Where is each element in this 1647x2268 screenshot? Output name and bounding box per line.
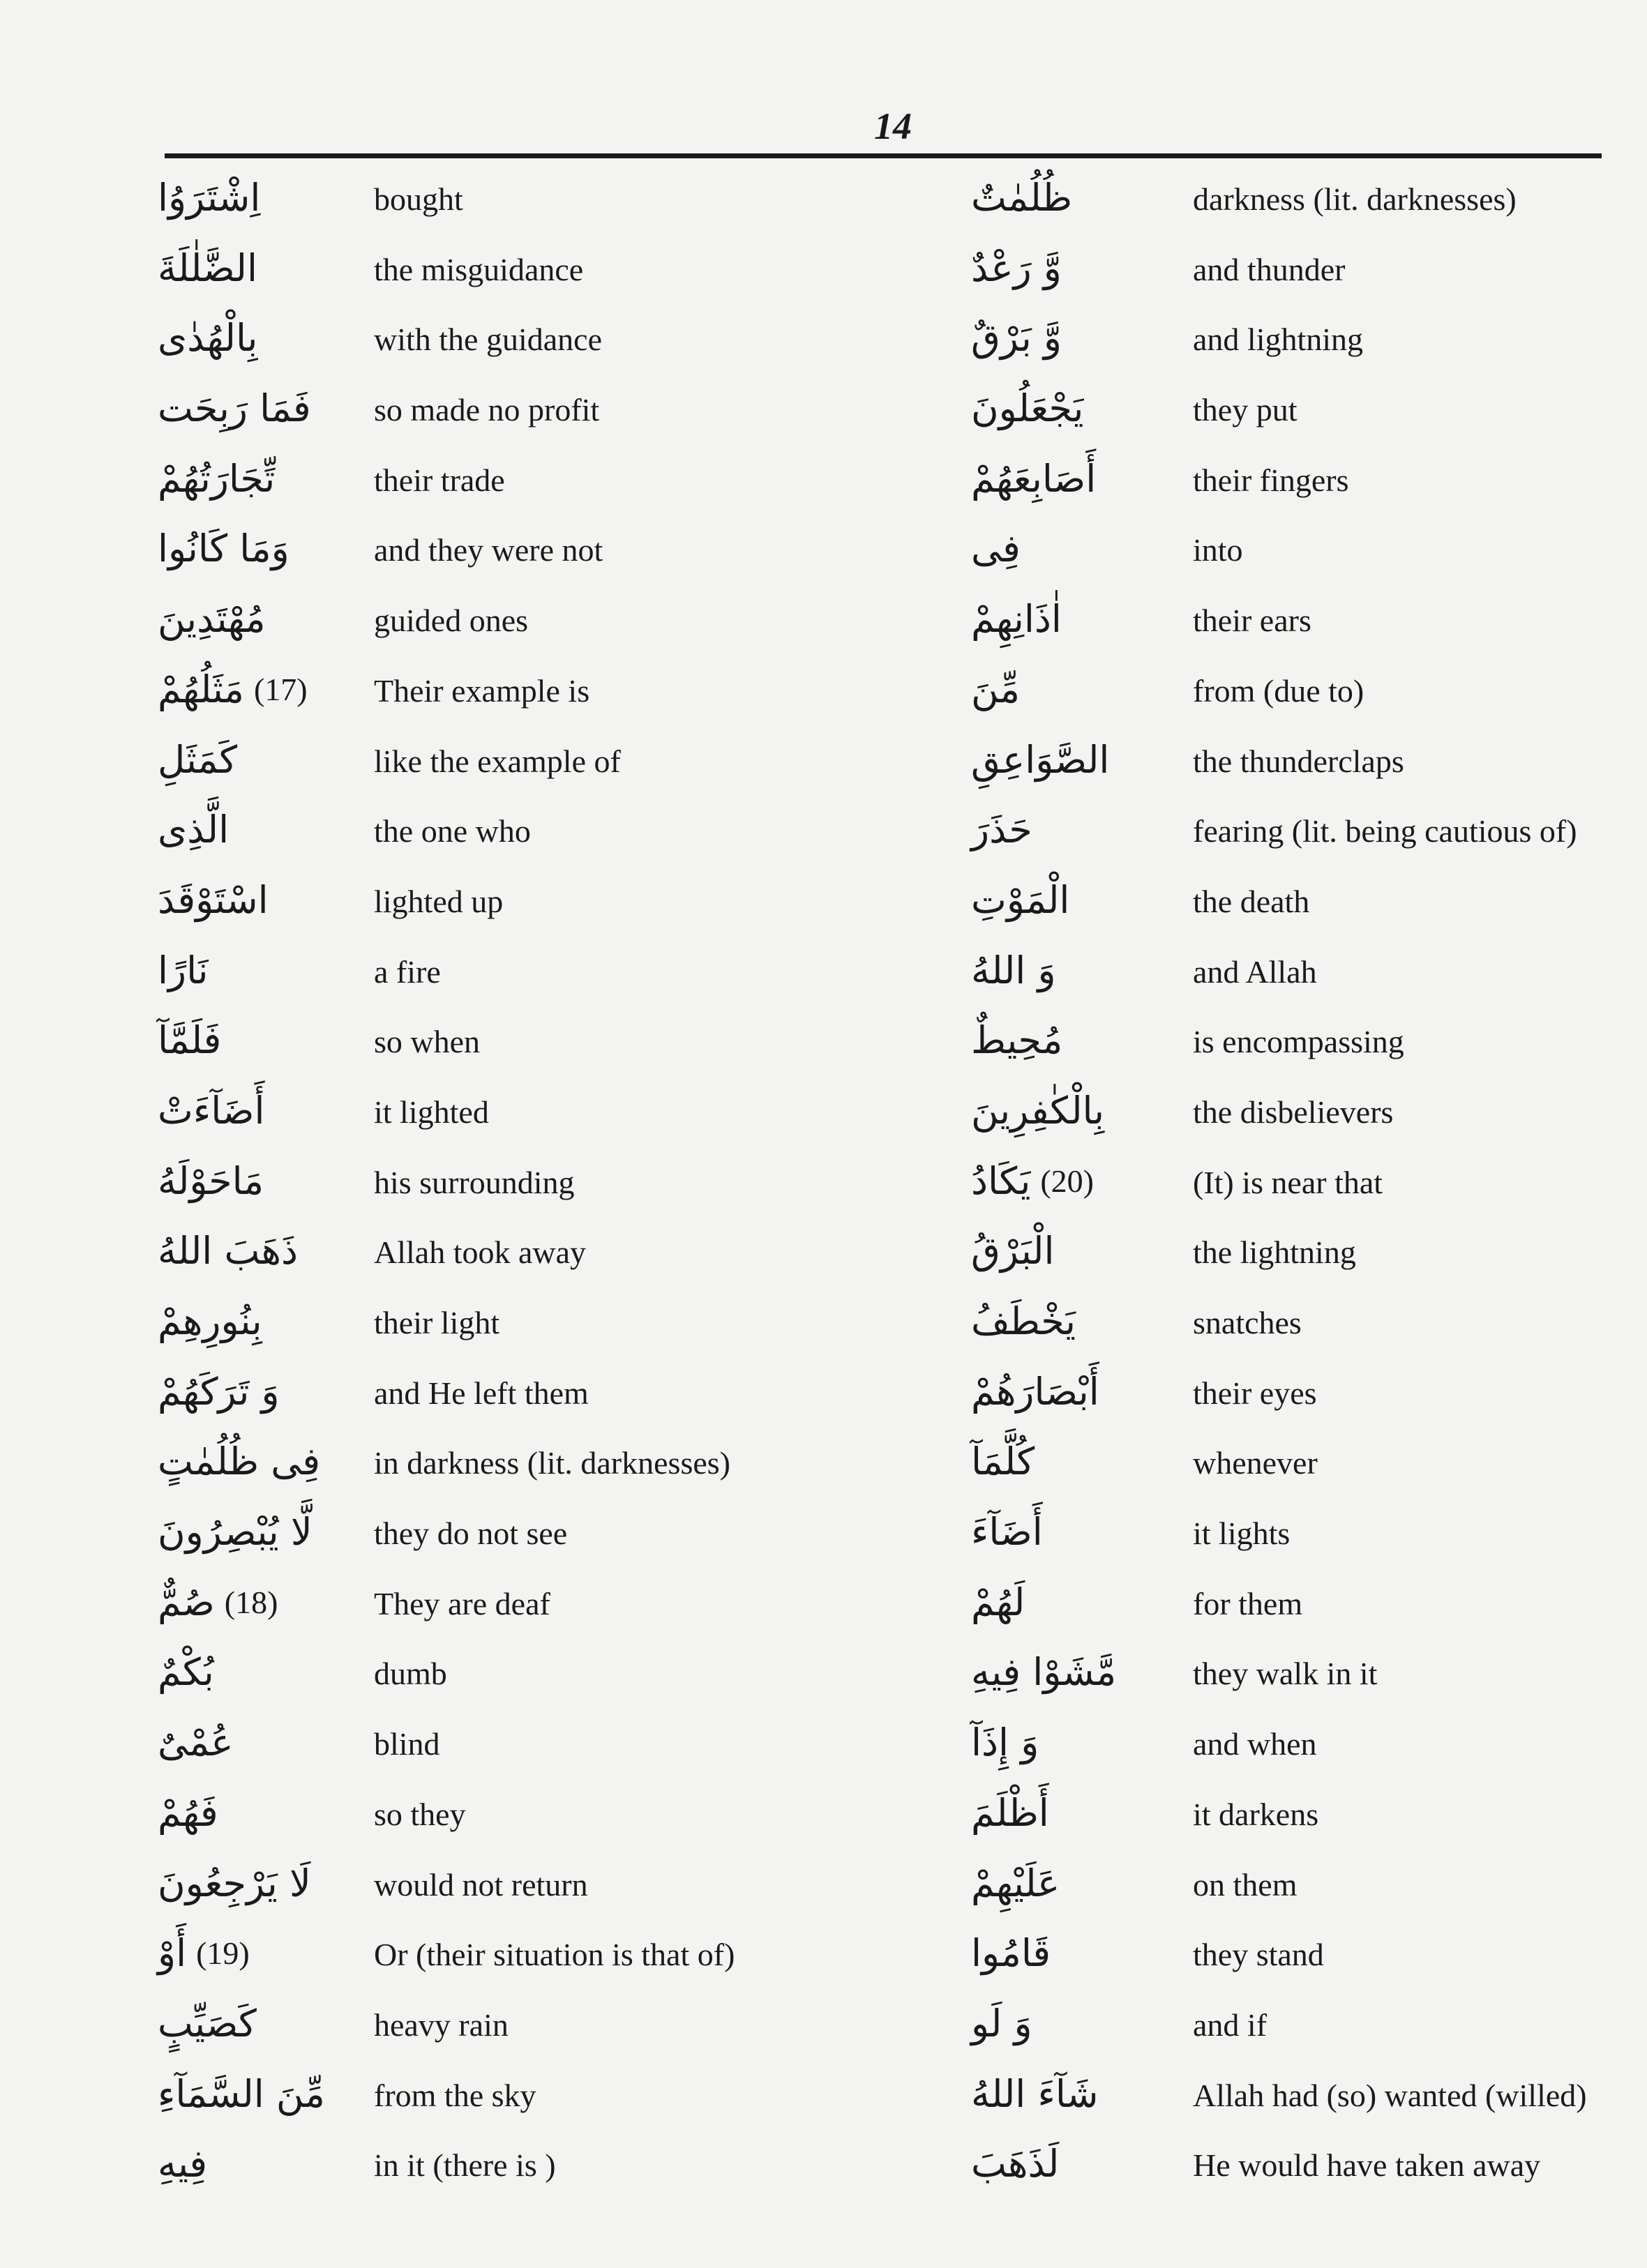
english-meaning: they put — [1193, 392, 1298, 428]
arabic-term: يَخْطَفُ — [971, 1299, 1076, 1343]
english-meaning: in darkness (lit. darknesses) — [374, 1445, 730, 1481]
arabic-term-cell — [971, 2069, 1180, 2119]
arabic-term-cell — [971, 384, 1180, 434]
vocab-row — [158, 375, 820, 446]
vocab-row — [158, 796, 820, 867]
arabic-term: أَضَآءَ — [971, 1510, 1043, 1555]
arabic-term: قَامُوا — [971, 1931, 1051, 1976]
arabic-term: لَذَهَبَ — [971, 2142, 1060, 2186]
arabic-term-cell — [158, 1578, 367, 1628]
arabic-term: وَ اللهُ — [971, 948, 1056, 992]
arabic-term: ذَهَبَ اللهُ — [158, 1229, 298, 1273]
arabic-term-cell — [158, 313, 367, 363]
english-meaning: their ears — [1193, 603, 1311, 639]
arabic-term-cell — [158, 1086, 367, 1136]
english-meaning: it lights — [1193, 1515, 1291, 1552]
vocab-row — [971, 586, 1641, 656]
arabic-term: بِالْكٰفِرِينَ — [971, 1088, 1105, 1133]
arabic-term: فِى ظُلُمٰتٍ — [158, 1439, 321, 1484]
vocab-row — [971, 1850, 1641, 1921]
english-meaning: his surrounding — [374, 1164, 575, 1200]
vocab-row — [971, 1359, 1641, 1429]
arabic-term-cell — [158, 805, 367, 855]
english-meaning: their trade — [374, 462, 505, 498]
english-meaning: the death — [1193, 883, 1310, 919]
arabic-term-cell — [158, 524, 367, 574]
arabic-term: فَلَمَّآ — [158, 1018, 222, 1063]
english-meaning: whenever — [1193, 1445, 1318, 1481]
arabic-term-cell — [158, 2069, 367, 2119]
arabic-term-cell — [158, 875, 367, 925]
arabic-term-cell — [971, 1788, 1180, 1838]
arabic-term-cell — [971, 946, 1180, 996]
english-meaning: the one who — [374, 813, 531, 849]
arabic-term: عُمْىٌ — [158, 1721, 234, 1765]
arabic-term: مَّشَوْا فِيهِ — [971, 1650, 1117, 1695]
vocab-row — [971, 1920, 1641, 1990]
arabic-term: أَظْلَمَ — [971, 1790, 1049, 1835]
arabic-term-cell — [971, 1647, 1180, 1698]
arabic-term-cell — [971, 1437, 1180, 1487]
arabic-term-cell — [158, 1296, 367, 1347]
vocab-row — [158, 1288, 820, 1359]
english-meaning: bought — [374, 181, 463, 217]
english-meaning: from (due to) — [1193, 672, 1364, 709]
english-meaning: a fire — [374, 953, 441, 990]
arabic-term-cell — [158, 243, 367, 294]
arabic-term-cell — [158, 946, 367, 996]
vocab-row — [971, 937, 1641, 1008]
vocab-row — [158, 305, 820, 375]
vocab-row — [971, 1218, 1641, 1288]
arabic-term: تِّجَارَتُهُمْ — [158, 456, 276, 501]
english-meaning: darkness (lit. darknesses) — [1193, 181, 1517, 217]
english-meaning: for them — [1193, 1585, 1303, 1621]
vocab-row — [158, 1639, 820, 1709]
arabic-term-cell — [971, 524, 1180, 574]
arabic-term-cell — [158, 2139, 367, 2189]
english-meaning: in it (there is ) — [374, 2147, 556, 2184]
arabic-term: نَارًا — [158, 948, 209, 992]
english-meaning: so they — [374, 1796, 466, 1832]
arabic-term-cell — [971, 243, 1180, 294]
verse-number: (20) — [1040, 1163, 1094, 1199]
arabic-term: فِيهِ — [158, 2142, 208, 2186]
arabic-term-cell — [158, 594, 367, 644]
english-meaning: their light — [374, 1305, 500, 1340]
vocab-row — [158, 235, 820, 305]
arabic-term: بِنُورِهِمْ — [158, 1299, 262, 1343]
arabic-term-cell — [971, 1718, 1180, 1768]
english-meaning: would not return — [374, 1866, 588, 1903]
arabic-term: وَ لَو — [971, 2001, 1032, 2046]
vocab-row — [971, 1078, 1641, 1148]
vocab-row — [971, 446, 1641, 516]
arabic-term: كَصَيِّبٍ — [158, 2001, 257, 2046]
header-rule — [165, 153, 1602, 158]
english-meaning: and if — [1193, 2006, 1268, 2043]
arabic-term: لَهُمْ — [971, 1580, 1025, 1624]
left-vocabulary-column — [158, 165, 820, 2201]
arabic-term-cell — [971, 875, 1180, 925]
arabic-term-cell — [971, 1226, 1180, 1276]
arabic-term-cell — [158, 173, 367, 223]
english-meaning: and they were not — [374, 532, 603, 568]
arabic-term-cell — [158, 1859, 367, 1909]
verse-number: (19) — [196, 1935, 250, 1972]
english-meaning: it lighted — [374, 1094, 489, 1130]
english-meaning: and lightning — [1193, 322, 1364, 358]
english-meaning: They are deaf — [374, 1585, 550, 1621]
arabic-term: كَمَثَلِ — [158, 737, 238, 782]
arabic-term: صُمٌّ — [158, 1580, 215, 1624]
vocab-row — [158, 1499, 820, 1569]
arabic-term: فِى — [971, 527, 1021, 571]
arabic-term: وَّ رَعْدٌ — [971, 245, 1062, 290]
vocab-row — [971, 867, 1641, 937]
arabic-term: مَاحَوْلَهُ — [158, 1158, 264, 1203]
english-meaning: fearing (lit. being cautious of) — [1193, 813, 1577, 849]
english-meaning: is encompassing — [1193, 1024, 1404, 1060]
arabic-term-cell — [158, 1156, 367, 1207]
english-meaning: they stand — [1193, 1937, 1324, 1973]
english-meaning: the misguidance — [374, 251, 584, 287]
arabic-term-cell — [158, 1647, 367, 1698]
arabic-term-cell — [971, 594, 1180, 644]
vocab-row — [158, 1359, 820, 1429]
arabic-term: لَا يَرْجِعُونَ — [158, 1861, 311, 1905]
arabic-term: يَجْعَلُونَ — [971, 386, 1084, 431]
arabic-term-cell — [158, 1437, 367, 1487]
english-meaning: it darkens — [1193, 1796, 1319, 1832]
english-meaning: Or (their situation is that of) — [374, 1937, 735, 1973]
arabic-term-cell — [971, 454, 1180, 504]
english-meaning: like the example of — [374, 743, 621, 779]
arabic-term-cell — [971, 1296, 1180, 1347]
english-meaning: Their example is — [374, 672, 590, 709]
vocab-row — [158, 727, 820, 797]
vocab-row — [158, 1569, 820, 1640]
verse-number: (18) — [224, 1584, 278, 1620]
vocab-row — [971, 2131, 1641, 2201]
arabic-term-cell — [971, 1578, 1180, 1628]
english-meaning: and He left them — [374, 1375, 589, 1411]
arabic-term: الَّذِى — [158, 808, 230, 852]
english-meaning: guided ones — [374, 603, 529, 639]
english-meaning: so made no profit — [374, 392, 600, 428]
arabic-term-cell — [971, 735, 1180, 785]
english-meaning: the lightning — [1193, 1234, 1356, 1271]
arabic-term: ظُلُمٰتٌ — [971, 176, 1073, 220]
arabic-term-cell — [158, 1015, 367, 1066]
vocab-row — [971, 515, 1641, 586]
english-meaning: dumb — [374, 1656, 447, 1692]
arabic-term-cell — [971, 2139, 1180, 2189]
verse-number: (17) — [253, 671, 308, 707]
vocab-row — [971, 375, 1641, 446]
english-meaning: with the guidance — [374, 322, 603, 358]
vocab-row — [971, 305, 1641, 375]
arabic-term-cell — [158, 1788, 367, 1838]
vocab-row — [971, 1990, 1641, 2061]
vocab-row — [158, 1218, 820, 1288]
arabic-term-cell — [971, 1859, 1180, 1909]
arabic-term-cell — [158, 1226, 367, 1276]
english-meaning: blind — [374, 1726, 440, 1762]
arabic-term-cell — [971, 173, 1180, 223]
english-meaning: snatches — [1193, 1305, 1302, 1340]
english-meaning: their fingers — [1193, 462, 1349, 498]
vocab-row — [971, 727, 1641, 797]
arabic-term: بِالْهُدٰى — [158, 316, 258, 361]
arabic-term: الْبَرْقُ — [971, 1229, 1055, 1273]
arabic-term-cell — [158, 1367, 367, 1417]
vocab-row — [158, 165, 820, 235]
english-meaning: they do not see — [374, 1515, 568, 1552]
vocab-row — [158, 1990, 820, 2061]
arabic-term: اِشْتَرَوُا — [158, 176, 261, 220]
arabic-term: وَّ بَرْقٌ — [971, 316, 1062, 361]
arabic-term-cell — [971, 805, 1180, 855]
vocab-row — [158, 1780, 820, 1850]
vocab-row — [971, 1639, 1641, 1709]
arabic-term-cell — [158, 1718, 367, 1768]
arabic-term: أَوْ — [158, 1931, 187, 1976]
arabic-term-cell — [158, 735, 367, 785]
arabic-term-cell — [971, 1015, 1180, 1066]
arabic-term: أَبْصَارَهُمْ — [971, 1369, 1099, 1414]
arabic-term-cell — [971, 665, 1180, 715]
arabic-term: مَثَلُهُمْ — [158, 667, 244, 711]
arabic-term: أَضَآءَتْ — [158, 1088, 265, 1133]
vocab-row — [971, 1569, 1641, 1640]
arabic-term: لَّا يُبْصِرُونَ — [158, 1510, 313, 1555]
right-vocabulary-column — [971, 165, 1641, 2201]
vocab-row — [158, 656, 820, 727]
vocab-row — [158, 2061, 820, 2131]
vocab-row — [971, 2061, 1641, 2131]
english-meaning: and when — [1193, 1726, 1317, 1762]
vocab-row — [971, 1428, 1641, 1499]
english-meaning: into — [1193, 532, 1243, 568]
vocab-row — [158, 937, 820, 1008]
vocab-row — [971, 796, 1641, 867]
arabic-term-cell — [158, 1507, 367, 1557]
vocab-row — [158, 1148, 820, 1218]
arabic-term: وَ تَرَكَهُمْ — [158, 1369, 280, 1414]
vocab-row — [158, 1920, 820, 1990]
arabic-term-cell — [971, 313, 1180, 363]
arabic-term: مُهْتَدِينَ — [158, 597, 266, 642]
vocab-row — [971, 1288, 1641, 1359]
vocab-row — [971, 1780, 1641, 1850]
arabic-term: بُكْمٌ — [158, 1650, 214, 1695]
vocab-row — [158, 1078, 820, 1148]
english-meaning: so when — [374, 1024, 481, 1060]
english-meaning: they walk in it — [1193, 1656, 1378, 1692]
arabic-term: الضَّلٰلَةَ — [158, 245, 257, 290]
arabic-term-cell — [971, 1367, 1180, 1417]
arabic-term: مِّنَ السَّمَآءِ — [158, 2071, 325, 2116]
arabic-term-cell — [158, 384, 367, 434]
arabic-term: شَآءَ اللهُ — [971, 2071, 1099, 2116]
english-meaning: He would have taken away — [1193, 2147, 1541, 2184]
vocab-row — [971, 1148, 1641, 1218]
english-meaning: on them — [1193, 1866, 1298, 1903]
arabic-term: أَصَابِعَهُمْ — [971, 456, 1097, 501]
english-meaning: Allah had (so) wanted (willed) — [1193, 2077, 1587, 2113]
arabic-term: فَهُمْ — [158, 1790, 218, 1835]
english-meaning: Allah took away — [374, 1234, 587, 1271]
arabic-term-cell — [971, 1999, 1180, 2049]
english-meaning: and thunder — [1193, 251, 1346, 287]
arabic-term-cell — [158, 1928, 367, 1979]
arabic-term: الْمَوْتِ — [971, 877, 1070, 922]
arabic-term: وَ إِذَآ — [971, 1721, 1039, 1765]
arabic-term: اسْتَوْقَدَ — [158, 877, 269, 922]
english-meaning: the disbelievers — [1193, 1094, 1394, 1130]
vocab-row — [971, 235, 1641, 305]
arabic-term-cell — [971, 1507, 1180, 1557]
arabic-term-cell — [158, 1999, 367, 2049]
arabic-term: الصَّوَاعِقِ — [971, 737, 1110, 782]
vocab-row — [971, 656, 1641, 727]
vocab-row — [158, 586, 820, 656]
english-meaning: and Allah — [1193, 953, 1317, 990]
vocab-row — [971, 1499, 1641, 1569]
vocab-row — [158, 515, 820, 586]
arabic-term: اٰذَانِهِمْ — [971, 597, 1062, 642]
arabic-term: مُحِيطٌ — [971, 1018, 1063, 1063]
arabic-term-cell — [158, 665, 367, 715]
vocab-row — [158, 2131, 820, 2201]
vocab-row — [971, 1709, 1641, 1780]
vocab-row — [158, 1850, 820, 1921]
arabic-term-cell — [971, 1086, 1180, 1136]
arabic-term-cell — [971, 1928, 1180, 1979]
english-meaning: their eyes — [1193, 1375, 1317, 1411]
arabic-term: عَلَيْهِمْ — [971, 1861, 1060, 1905]
vocab-row — [971, 1007, 1641, 1078]
arabic-term: يَكَادُ — [971, 1158, 1031, 1203]
english-meaning: from the sky — [374, 2077, 536, 2113]
vocab-row — [158, 1428, 820, 1499]
arabic-term-cell — [971, 1156, 1180, 1207]
arabic-term-cell — [158, 454, 367, 504]
english-meaning: the thunderclaps — [1193, 743, 1404, 779]
arabic-term: كُلَّمَآ — [971, 1439, 1035, 1484]
vocab-row — [158, 1709, 820, 1780]
vocab-row — [158, 446, 820, 516]
english-meaning: (It) is near that — [1193, 1164, 1383, 1200]
vocab-row — [158, 1007, 820, 1078]
vocab-row — [971, 165, 1641, 235]
arabic-term: وَمَا كَانُوا — [158, 527, 289, 571]
arabic-term: فَمَا رَبِحَت — [158, 386, 311, 431]
arabic-term: مِّنَ — [971, 667, 1021, 711]
vocab-row — [158, 867, 820, 937]
arabic-term: حَذَرَ — [971, 808, 1032, 852]
english-meaning: heavy rain — [374, 2006, 509, 2043]
english-meaning: lighted up — [374, 883, 504, 919]
page-number: 14 — [874, 105, 912, 147]
